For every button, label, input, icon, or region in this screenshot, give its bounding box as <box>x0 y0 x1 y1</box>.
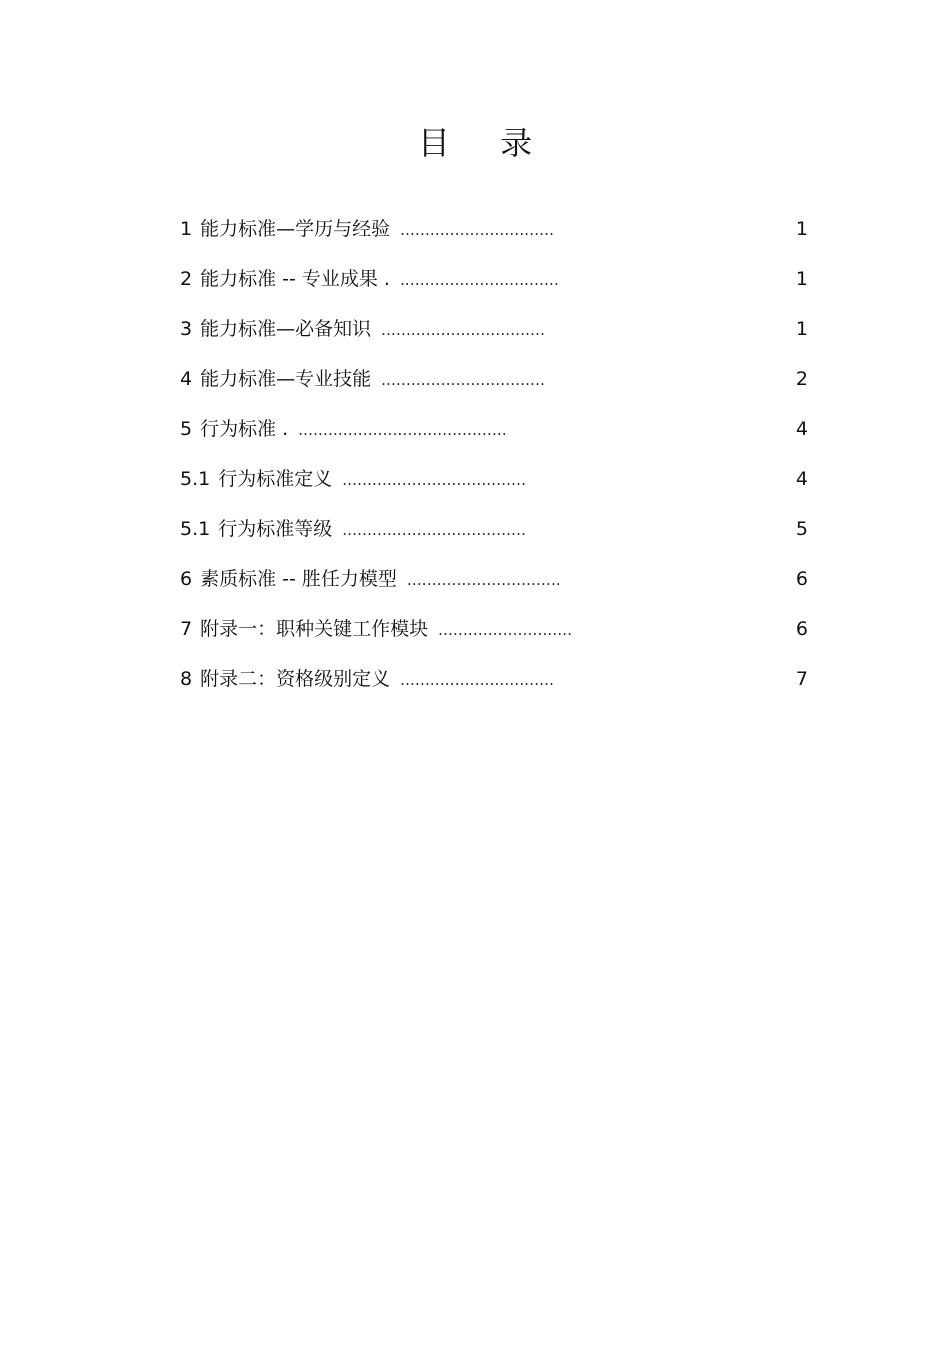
toc-entry-number: 5.1 <box>180 518 211 540</box>
toc-entry <box>180 610 808 660</box>
toc-dot-leader: ........................... <box>438 621 573 639</box>
toc-entry-title: 行为标准 . <box>200 418 289 440</box>
toc-entry-number: 3 <box>180 318 193 340</box>
toc-entry-number: 1 <box>180 218 193 240</box>
toc-entry-title: 能力标准—必备知识 <box>200 318 372 340</box>
toc-entry <box>180 660 808 710</box>
toc-entry-number: 5 <box>180 418 193 440</box>
toc-entry-number: 4 <box>180 368 193 390</box>
toc-entry-title: 能力标准—学历与经验 <box>200 218 391 240</box>
toc-entry <box>180 210 808 260</box>
toc-entry-title: 行为标准定义 <box>218 468 333 490</box>
toc-entry-page: 6 <box>795 618 808 640</box>
toc-entry-page: 7 <box>795 668 808 690</box>
toc-entry-page: 6 <box>795 568 808 590</box>
toc-entry-title: 素质标准 -- 胜任力模型 <box>200 568 397 590</box>
toc-entry <box>180 410 808 460</box>
toc-title: 目 录 <box>417 124 553 162</box>
toc-entry-page: 1 <box>795 218 808 240</box>
toc-entry <box>180 310 808 360</box>
toc-dot-leader: ............................... <box>406 571 561 589</box>
toc-entry-number: 6 <box>180 568 193 590</box>
toc-entry-title: 附录二：资格级别定义 <box>200 668 391 690</box>
toc-entry-page: 1 <box>795 268 808 290</box>
toc-entry <box>180 510 808 560</box>
toc-entry-title: 附录一：职种关键工作模块 <box>200 618 429 640</box>
toc-entry-title: 能力标准 -- 专业成果 . <box>200 268 390 290</box>
toc-entry <box>180 460 808 510</box>
toc-entry <box>180 260 808 310</box>
toc-dot-leader: ................................ <box>399 271 559 289</box>
toc-list <box>180 210 808 710</box>
toc-entry-number: 2 <box>180 268 193 290</box>
toc-entry-title: 行为标准等级 <box>218 518 333 540</box>
toc-entry-page: 4 <box>795 418 808 440</box>
toc-dot-leader: ................................. <box>381 321 546 339</box>
toc-dot-leader: ..................................... <box>342 521 527 539</box>
toc-entry-number: 8 <box>180 668 193 690</box>
toc-entry-page: 2 <box>795 368 808 390</box>
toc-entry-page: 1 <box>795 318 808 340</box>
toc-entry <box>180 560 808 610</box>
toc-dot-leader: ..................................... <box>342 471 527 489</box>
toc-entry-number: 7 <box>180 618 193 640</box>
toc-dot-leader: .......................................... <box>298 421 507 439</box>
toc-entry-page: 5 <box>795 518 808 540</box>
toc-entry-number: 5.1 <box>180 468 211 490</box>
toc-dot-leader: ................................. <box>381 371 546 389</box>
toc-entry <box>180 360 808 410</box>
toc-entry-title: 能力标准—专业技能 <box>200 368 372 390</box>
toc-dot-leader: ............................... <box>400 671 555 689</box>
toc-entry-page: 4 <box>795 468 808 490</box>
toc-dot-leader: ............................... <box>400 221 555 239</box>
